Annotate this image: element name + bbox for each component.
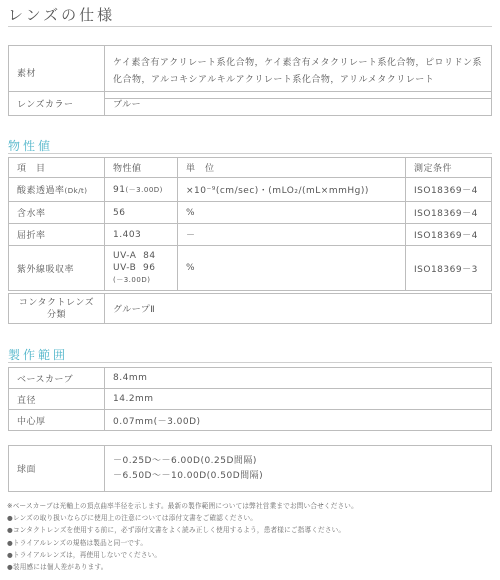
table-row	[9, 389, 492, 410]
oxygen-condition: ISO18369－4	[406, 178, 492, 202]
lens-color-value: ブルー	[105, 92, 492, 116]
group-label-line-1: コンタクトレンズ	[18, 297, 95, 308]
uv-a-value: UV-A 84	[113, 251, 156, 261]
title-divider	[8, 26, 492, 27]
uv-condition: ISO18369－3	[406, 246, 492, 291]
uv-b-value: UV-B 96	[113, 263, 156, 273]
header-value: 物性値	[105, 158, 178, 178]
group-label-line-2: 分類	[46, 309, 66, 320]
table-row	[9, 446, 492, 492]
oxygen-item-unit: (Dk/t)	[64, 187, 88, 195]
water-value: 56	[105, 202, 178, 224]
uv-value-note: (－3.00D)	[113, 276, 151, 284]
oxygen-unit: ×10⁻⁹(cm/sec)・(mLO₂/(mL×mmHg))	[178, 178, 406, 202]
note-trial-reuse: ●トライアルレンズは，再使用しないでください。	[7, 550, 162, 559]
note-comfort: ●装用感には個人差があります。	[7, 563, 108, 572]
table-row	[9, 410, 492, 431]
refractive-item: 屈折率	[9, 224, 105, 246]
header-unit: 単 位	[178, 158, 406, 178]
refractive-unit: －	[178, 224, 406, 246]
header-item: 項 目	[9, 158, 105, 178]
water-unit: %	[178, 202, 406, 224]
table-row	[9, 224, 492, 246]
table-row	[9, 368, 492, 389]
note-handling: ●レンズの取り扱いならびに使用上の注意については添付文書をご確認ください。	[7, 514, 258, 523]
refractive-condition: ISO18369－4	[406, 224, 492, 246]
center-thickness-label: 中心厚	[9, 410, 105, 431]
page-title: レンズの仕様	[8, 6, 116, 24]
physical-divider	[8, 153, 492, 154]
power-table	[8, 445, 492, 492]
power-line-1: －0.25D～－6.00D(0.25D間隔)	[113, 455, 257, 466]
oxygen-value-cell	[105, 178, 178, 202]
material-line-2: 化合物，アルコキシアルキルアクリレート系化合物，アリルメタクリレート	[113, 75, 435, 85]
oxygen-item-cell	[9, 178, 105, 202]
physical-section-title: 物性値	[8, 139, 54, 153]
header-condition: 測定条件	[406, 158, 492, 178]
uv-unit: %	[178, 246, 406, 291]
center-thickness-value: 0.07mm(－3.00D)	[105, 410, 492, 431]
notes	[7, 500, 495, 573]
oxygen-item: 酸素透過率	[17, 186, 65, 196]
lens-color-table	[8, 91, 492, 116]
table-row	[9, 202, 492, 224]
water-condition: ISO18369－4	[406, 202, 492, 224]
power-value	[105, 446, 492, 492]
table-header-row	[9, 158, 492, 178]
group-label	[9, 294, 105, 324]
table-row	[9, 178, 492, 202]
oxygen-value: 91	[113, 184, 126, 195]
range-divider	[8, 362, 492, 363]
uv-item: 紫外線吸収率	[9, 246, 105, 291]
base-curve-label: ベースカーブ	[9, 368, 105, 389]
diameter-label: 直径	[9, 389, 105, 410]
range-section-title: 製作範囲	[8, 348, 69, 362]
water-item: 含水率	[9, 202, 105, 224]
material-line-1: ケイ素含有アクリレート系化合物，ケイ素含有メタクリレート系化合物，ピロリドン系	[113, 58, 482, 68]
diameter-value: 14.2mm	[105, 389, 492, 410]
uv-value-cell	[105, 246, 178, 291]
note-instructions: ●コンタクトレンズを使用する前に，必ず添付文書をよく読み正しく使用するよう，患者様にご指導ください。	[7, 526, 346, 535]
refractive-value: 1.403	[105, 224, 178, 246]
power-line-2: －6.50D～－10.00D(0.50D間隔)	[113, 470, 264, 481]
lens-color-label: レンズカラー	[9, 92, 105, 116]
table-row	[9, 294, 492, 324]
range-table	[8, 367, 492, 431]
note-trial-spec: ●トライアルレンズの規格は製品と同一です。	[7, 538, 148, 547]
material-label: 素材	[9, 46, 105, 99]
table-row	[9, 246, 492, 291]
power-label: 球面	[9, 446, 105, 492]
base-curve-value: 8.4mm	[105, 368, 492, 389]
lens-group-table	[8, 293, 492, 324]
table-row	[9, 92, 492, 116]
oxygen-value-note: (－3.00D)	[125, 185, 163, 194]
physical-properties-table	[8, 157, 492, 291]
group-value: グループⅡ	[105, 294, 492, 324]
note-base-curve: ※ベースカーブは光軸上の頂点曲率半径を示します。最新の製作範囲については弊社営業までお問い合せください。	[7, 502, 358, 510]
